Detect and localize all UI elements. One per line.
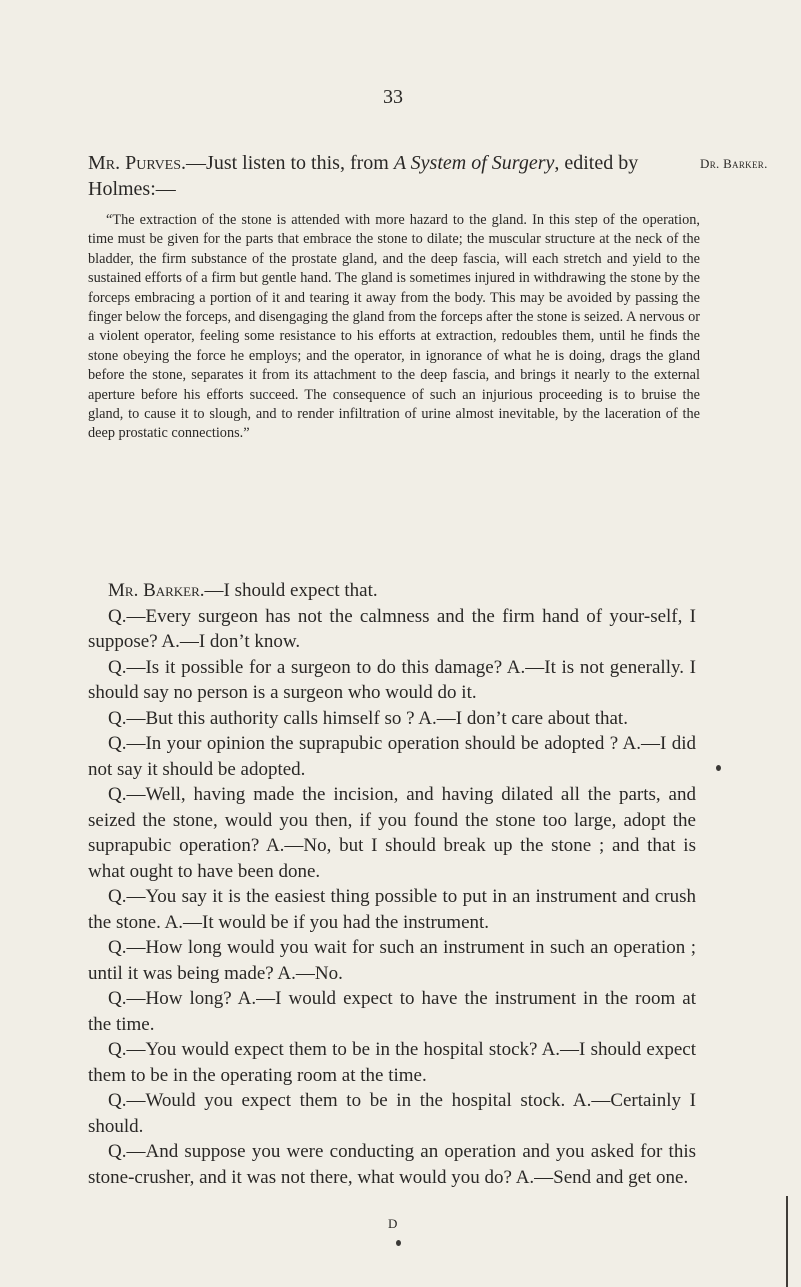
qa-paragraph: Q.—How long would you wait for such an instrument in such an operation ; until it was being made? A.—No. bbox=[88, 937, 696, 984]
ink-speck bbox=[716, 765, 721, 771]
qa-paragraph: Q.—Well, having made the incision, and having dilated all the parts, and seized the stone, would you then, if you found the stone too large, adopt the suprapubic operation? A.—No, but I should break up the stone ; and that is what ought to have been done. bbox=[88, 784, 696, 882]
intro-line-2: Holmes:— bbox=[88, 178, 176, 200]
qa-paragraph: Q.—But this authority calls himself so ? A.—I don’t care about that. bbox=[108, 707, 628, 729]
qa-paragraph: Q.—Is it possible for a surgeon to do this damage? A.—It is not generally. I should say no person is a surgeon who would do it. bbox=[88, 656, 696, 703]
qa-text: —I should expect that. bbox=[204, 580, 378, 601]
testimony bbox=[88, 578, 696, 1190]
speaker-name: Mr. Barker. bbox=[108, 580, 205, 601]
qa-paragraph: Q.—Would you expect them to be in the hospital stock. A.—Certainly I should. bbox=[88, 1090, 696, 1137]
page-number: 33 bbox=[383, 86, 403, 108]
qa-paragraph: Q.—Every surgeon has not the calmness and the firm hand of your-self, I suppose? A.—I don’t know. bbox=[88, 605, 696, 652]
intro-text-after: , edited by bbox=[554, 152, 639, 174]
ink-speck bbox=[396, 1240, 401, 1246]
page-edge-line bbox=[786, 1196, 788, 1287]
signature-mark: D bbox=[388, 1216, 398, 1231]
intro-paragraph bbox=[88, 150, 696, 202]
qa-paragraph: Q.—You would expect them to be in the hospital stock? A.—I should expect them to be in the operating room at the time. bbox=[88, 1039, 696, 1086]
qa-paragraph: Q.—In your opinion the suprapubic operation should be adopted ? A.—I did not say it should be adopted. bbox=[88, 733, 696, 780]
speaker-name: Mr. Purves. bbox=[88, 152, 187, 174]
margin-note: Dr. Barker. bbox=[700, 156, 768, 171]
qa-paragraph: Q.—How long? A.—I would expect to have the instrument in the room at the time. bbox=[88, 988, 696, 1035]
block-quote bbox=[88, 211, 700, 444]
book-title: A System of Surgery bbox=[393, 152, 555, 174]
answer-barker bbox=[88, 578, 696, 604]
qa-paragraph: Q.—You say it is the easiest thing possible to put in an instrument and crush the stone. A.—It would be if you had the instrument. bbox=[88, 886, 696, 933]
qa-paragraph: Q.—And suppose you were conducting an operation and you asked for this stone-crusher, and it was not there, what would you do? A.—Send and get one. bbox=[88, 1141, 696, 1188]
quote-text: “The extraction of the stone is attended with more hazard to the gland. In this step of the operation, time must be given for the parts that embrace the stone to dilate; the muscular structure at the neck of the bladder, the firm substance of the prostate gland, and the deep fascia, will each stretch and yield to the sustained efforts of a firm but gentle hand. The gland is sometimes injured in withdrawing the stone by the forceps embracing a portion of it and tearing it away from the body. This may be avoided by passing the finger below the forceps, and disengaging the gland from the forceps after the stone is seized. A nervous or a violent operator, feeling some resistance to his efforts at extraction, redoubles them, until he finds the stone obeying the force he employs; and the operator, in ignorance of what he is doing, drags the gland before the stone, separates it from its attachment to the deep fascia, and brings it nearly to the external aperture before his efforts succeed. The consequence of such an injurious proceeding is to bruise the gland, to cause it to slough, and to render infiltration of urine almost inevitable, by the laceration of the deep prostatic connections.” bbox=[88, 212, 700, 442]
intro-text: —Just listen to this, from bbox=[186, 152, 394, 174]
